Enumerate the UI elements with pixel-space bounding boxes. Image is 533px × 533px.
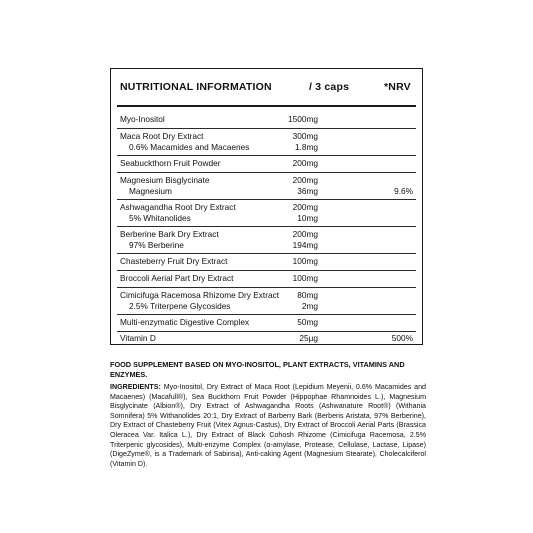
nutrient-name: Chasteberry Fruit Dry Extract xyxy=(120,256,228,266)
nutrient-amount: 200mg xyxy=(292,158,318,168)
table-row xyxy=(117,270,416,288)
nutrient-amount: 1.8mg xyxy=(294,142,318,152)
sub-nutrient-name: 0.6% Macamides and Macaenes xyxy=(129,142,250,152)
table-line xyxy=(117,301,416,312)
sub-nutrient-name: 97% Berberine xyxy=(129,240,184,250)
nutrient-name: Myo-Inositol xyxy=(120,114,165,124)
nutrient-name: Vitamin D xyxy=(120,333,156,343)
ingredients-list: Myo-Inositol, Dry Extract of Maca Root (Lepidium Meyenii, 0.6% Macamides and Macaenes) (Macafull®), Sea Buckthorn Fruit Powder (Hippophae Rhamnoides L.), Magnesium Bisglycinate (Albion®), Dry Extract of Ashwagandha Roots (Ashwanature Root®) (Withania Somnifera) 5% Withanolides 20:1, Dry Extract of Barberry Bark (Berberis Aristata, 97% Berberine), Dry Extract of Chasteberry Fruit (Vitex Agnus-Castus), Dry Extract of Broccoli Aerial Parts (Brassica Oleracea Var. Italica L.), Dry Extract of Black Cohosh Rhizome (Cimicifuga Racemosa, 2.5% Triterpenic glycosides), Multi-enzyme Complex (α-amylase, Protease, Cellulase, Lactase, Lipase) (DigeZyme®, is a Trademark of Sabinsa), Anti-caking Agent (Magnesium Stearate), Cholecalciferol (Vitamin D). xyxy=(110,383,426,468)
nutrient-amount: 2mg xyxy=(301,301,318,311)
nutrient-name: Maca Root Dry Extract xyxy=(120,131,204,141)
table-line xyxy=(117,142,416,153)
table-line xyxy=(117,186,416,197)
nutrient-amount: 300mg xyxy=(292,131,318,141)
table-row xyxy=(117,199,416,227)
table-line xyxy=(117,131,416,142)
nutrient-name: Broccoli Aerial Part Dry Extract xyxy=(120,273,234,283)
nutrient-amount: 25µg xyxy=(299,333,318,343)
table-line xyxy=(117,317,416,328)
header-nutritional-information: NUTRITIONAL INFORMATION xyxy=(120,81,272,93)
nutrient-nrv: 500% xyxy=(391,333,413,343)
table-line xyxy=(117,213,416,224)
nutrient-amount: 200mg xyxy=(292,202,318,212)
nutrition-table xyxy=(110,68,423,345)
nutrient-name: Multi-enzymatic Digestive Complex xyxy=(120,317,250,327)
table-row xyxy=(117,111,416,129)
table-line xyxy=(117,175,416,186)
table-row xyxy=(117,226,416,254)
table-row xyxy=(117,314,416,332)
nutrient-nrv: 9.6% xyxy=(394,186,413,196)
nutrient-name: Seabuckthorn Fruit Powder xyxy=(120,158,221,168)
header-per-serving: / 3 caps xyxy=(309,81,350,93)
supplement-statement: FOOD SUPPLEMENT BASED ON MYO-INOSITOL, PLANT EXTRACTS, VITAMINS AND ENZYMES. xyxy=(110,360,405,379)
nutrient-amount: 200mg xyxy=(292,229,318,239)
table-line xyxy=(117,256,416,267)
sub-nutrient-name: 5% Whitanolides xyxy=(129,213,191,223)
nutrient-amount: 50mg xyxy=(297,317,318,327)
ingredients-text xyxy=(110,383,426,469)
table-line xyxy=(117,333,416,344)
table-line xyxy=(117,290,416,301)
sub-nutrient-name: Magnesium xyxy=(129,186,172,196)
table-row xyxy=(117,155,416,173)
nutrient-name: Magnesium Bisglycinate xyxy=(120,175,210,185)
nutrient-amount: 194mg xyxy=(292,240,318,250)
table-row xyxy=(117,128,416,156)
nutrient-name: Ashwagandha Root Dry Extract xyxy=(120,202,236,212)
table-line xyxy=(117,114,416,125)
ingredients-label: INGREDIENTS: xyxy=(110,383,161,391)
nutrient-name: Berberine Bark Dry Extract xyxy=(120,229,219,239)
nutrient-amount: 36mg xyxy=(297,186,318,196)
table-row xyxy=(117,172,416,200)
table-line xyxy=(117,273,416,284)
nutrient-amount: 10mg xyxy=(297,213,318,223)
table-line xyxy=(117,158,416,169)
table-line xyxy=(117,202,416,213)
nutrient-name: Cimicifuga Racemosa Rhizome Dry Extract xyxy=(120,290,280,300)
nutrient-amount: 200mg xyxy=(292,175,318,185)
table-header xyxy=(111,69,422,106)
sub-nutrient-name: 2.5% Triterpene Glycosides xyxy=(129,301,231,311)
table-line xyxy=(117,240,416,251)
table-row xyxy=(117,253,416,271)
nutrient-amount: 100mg xyxy=(292,273,318,283)
header-nrv: *NRV xyxy=(384,81,411,93)
table-line xyxy=(117,229,416,240)
nutrient-amount: 80mg xyxy=(297,290,318,300)
nutrient-amount: 100mg xyxy=(292,256,318,266)
table-row xyxy=(117,331,416,345)
header-divider xyxy=(117,105,416,107)
nutrient-amount: 1500mg xyxy=(288,114,318,124)
table-row xyxy=(117,287,416,315)
